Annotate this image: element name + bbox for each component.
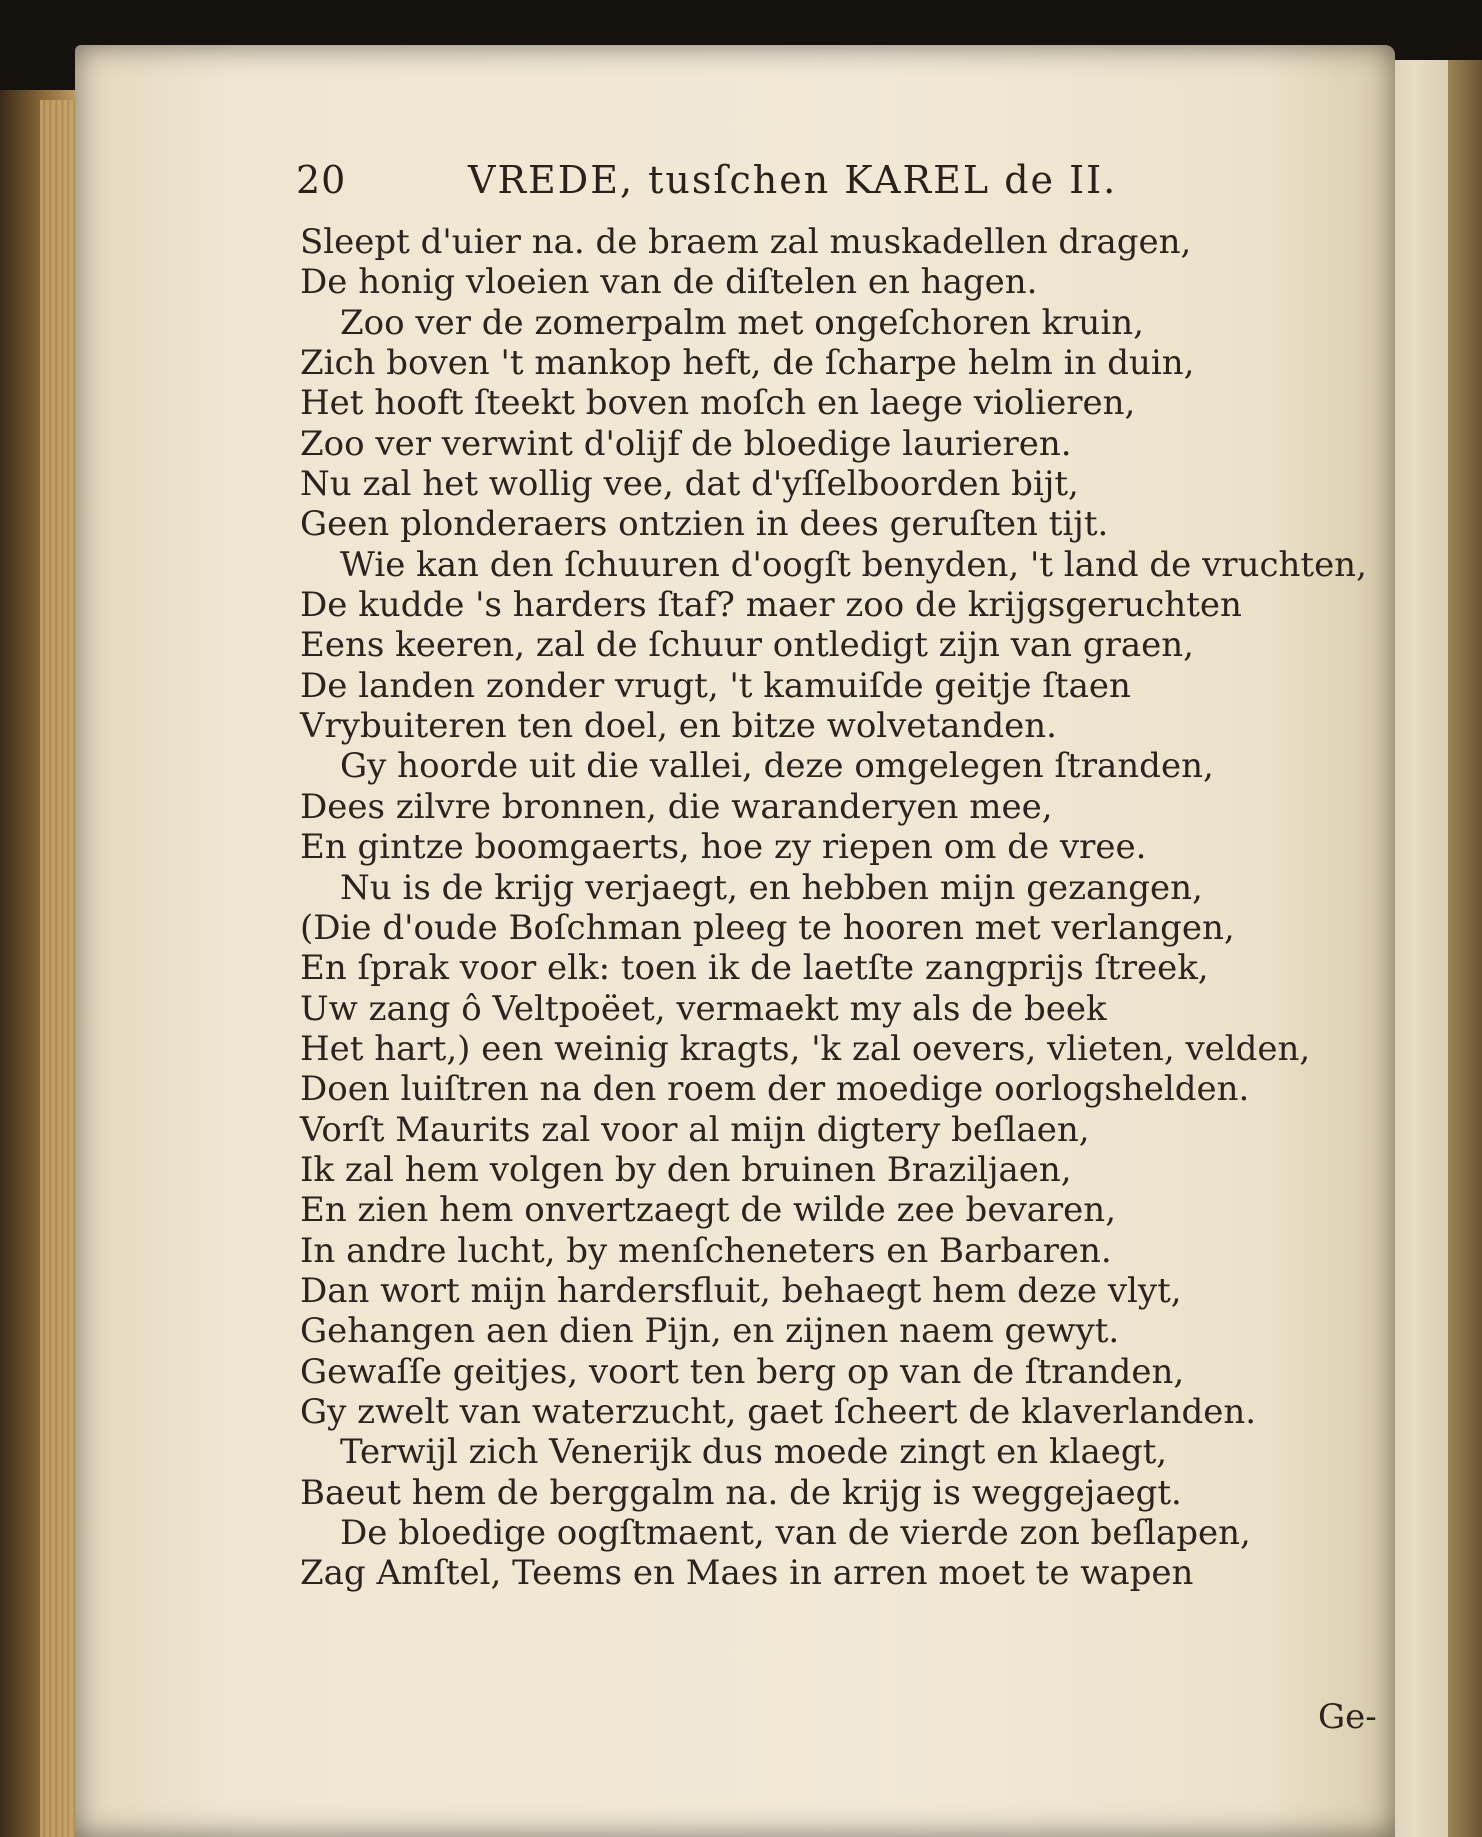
poem-line: En gintze boomgaerts, hoe zy riepen om de vree. [300, 827, 1147, 868]
poem-line: Zag Amſtel, Teems en Maes in arren moet te wapen [300, 1553, 1194, 1594]
poem-line: Het hart,) een weinig kragts, 'k zal oevers, vlieten, velden, [300, 1028, 1311, 1069]
poem-line: Baeut hem de berggalm na. de krijg is weggejaegt. [300, 1472, 1182, 1513]
poem-line: Terwijl zich Venerijk dus moede zingt en klaegt, [340, 1432, 1168, 1473]
poem-line: De bloedige oogſtmaent, van de vierde zon beſlapen, [340, 1513, 1251, 1553]
facing-page-edge [1448, 60, 1482, 1837]
poem-line: Uw zang ô Veltpoëet, vermaekt my als de beek [300, 988, 1107, 1029]
poem-line: Zoo ver verwint d'olijf de bloedige laurieren. [300, 423, 1072, 464]
poem-line: (Die d'oude Boſchman pleeg te hooren met verlangen, [300, 907, 1235, 948]
poem-line: Vorſt Maurits zal voor al mijn digtery beſlaen, [300, 1109, 1090, 1150]
poem-line: Zich boven 't mankop heft, de ſcharpe helm in duin, [300, 343, 1195, 384]
poem-line: Gy hoorde uit die vallei, deze omgelegen ſtranden, [340, 746, 1214, 787]
poem-line: Vrybuiteren ten doel, en bitze wolvetanden. [300, 706, 1057, 747]
poem-line: Nu zal het wollig vee, dat d'yſſelboorden bijt, [300, 464, 1079, 505]
catchword: Ge- [1318, 1697, 1377, 1737]
poem-line: En zien hem onvertzaegt de wilde zee bevaren, [300, 1190, 1116, 1231]
poem-line: In andre lucht, by menſcheneters en Barbaren. [300, 1230, 1112, 1271]
poem-line: Zoo ver de zomerpalm met ongeſchoren kruin, [340, 302, 1144, 343]
poem-line: Dan wort mijn hardersfluit, behaegt hem deze vlyt, [300, 1270, 1182, 1311]
poem-text [300, 222, 1367, 1594]
running-title: VREDE, tusſchen KAREL de II. [468, 158, 1118, 202]
poem-line: Ik zal hem volgen by den bruinen Braziljaen, [300, 1149, 1072, 1190]
poem-line: Doen luiſtren na den roem der moedige oorlogshelden. [300, 1069, 1250, 1110]
poem-line: Gehangen aen dien Pijn, en zijnen naem gewyt. [300, 1311, 1120, 1352]
poem-line: Gy zwelt van waterzucht, gaet ſcheert de klaverlanden. [300, 1391, 1257, 1432]
poem-line: Nu is de krijg verjaegt, en hebben mijn gezangen, [340, 867, 1203, 908]
poem-line: Wie kan den ſchuuren d'oogſt benyden, 't land de vruchten, [340, 544, 1367, 585]
poem-line: Dees zilvre bronnen, die waranderyen mee, [300, 786, 1053, 827]
poem-line: En ſprak voor elk: toen ik de laetſte zangprijs ſtreek, [300, 948, 1209, 989]
poem-line: Eens keeren, zal de ſchuur ontledigt zijn van graen, [300, 625, 1194, 666]
poem-line: Het hooft ſteekt boven moſch en laege violieren, [300, 383, 1136, 424]
poem-line: De landen zonder vrugt, 't kamuiſde geitje ſtaen [300, 665, 1131, 706]
page-number: 20 [296, 158, 347, 202]
poem-line: Gewaſſe geitjes, voort ten berg op van de ſtranden, [300, 1351, 1185, 1392]
poem-line: Sleept d'uier na. de braem zal muskadellen dragen, [300, 222, 1192, 262]
poem-line: De honig vloeien van de diſtelen en hagen. [300, 262, 1038, 303]
poem-line: De kudde 's harders ſtaf? maer zoo de krijgsgeruchten [300, 585, 1242, 626]
poem-line: Geen plonderaers ontzien in dees geruſten tijt. [300, 504, 1109, 545]
page-header [296, 158, 1216, 218]
